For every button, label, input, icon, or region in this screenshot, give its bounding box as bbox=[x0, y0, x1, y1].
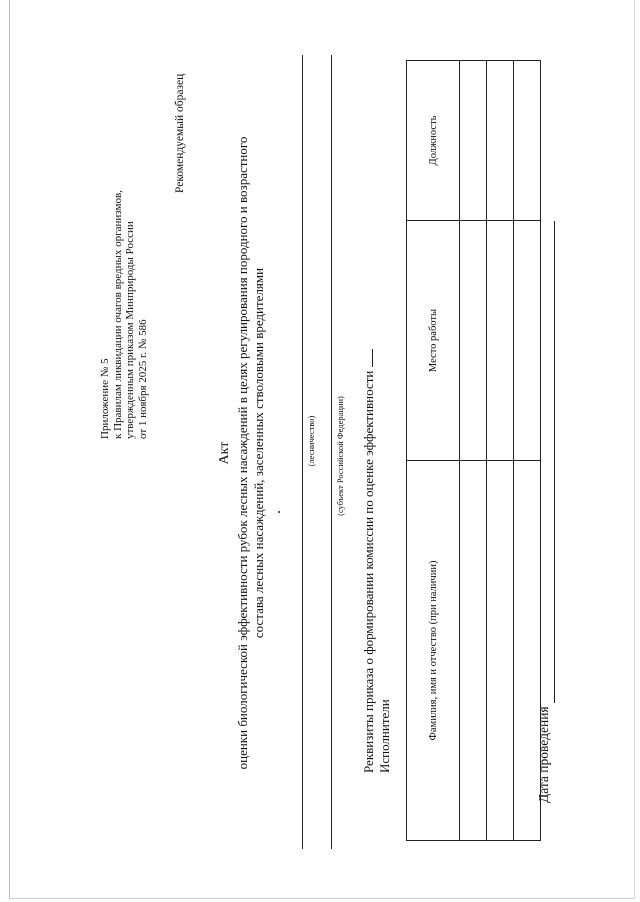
act-subtitle-line-1: оценки биологической эффективности рубок лесных насаждений в целях регулирования породного и возрастного bbox=[235, 136, 250, 770]
forestry-caption: (лесничество) bbox=[306, 415, 316, 467]
table-header-row bbox=[407, 61, 460, 841]
table-cell-workplace[interactable] bbox=[487, 221, 514, 461]
table-cell-position[interactable] bbox=[460, 61, 487, 221]
table-cell-workplace[interactable] bbox=[514, 221, 541, 461]
table-cell-full-name[interactable] bbox=[487, 461, 514, 841]
executors-label: Исполнители bbox=[377, 699, 392, 773]
table-row bbox=[460, 61, 487, 841]
appendix-header bbox=[99, 39, 149, 439]
appendix-approval: утвержденным приказом Минприроды России bbox=[124, 221, 136, 439]
act-subtitle bbox=[235, 13, 266, 893]
column-header-full-name: Фамилия, имя и отчество (при наличии) bbox=[407, 461, 460, 841]
appendix-number: Приложение № 5 bbox=[99, 358, 111, 439]
order-details-row bbox=[361, 349, 377, 773]
column-header-position: Должность bbox=[407, 61, 460, 221]
sample-label: Рекомендуемый образец bbox=[174, 73, 186, 193]
forestry-fill-line bbox=[302, 55, 303, 849]
subject-fill-line bbox=[331, 55, 332, 849]
act-subtitle-line-2: состава лесных насаждений, заселенных стволовыми вредителями bbox=[250, 267, 266, 639]
table-row bbox=[487, 61, 514, 841]
column-header-workplace: Место работы bbox=[407, 221, 460, 461]
appendix-order-date: от 1 ноября 2025 г. № 586 bbox=[136, 319, 149, 439]
subject-caption: (субъект Российской Федерации) bbox=[335, 396, 345, 516]
table-cell-workplace[interactable] bbox=[460, 221, 487, 461]
executors-table bbox=[406, 60, 541, 841]
document-canvas bbox=[9, 13, 629, 893]
table-cell-position[interactable] bbox=[487, 61, 514, 221]
date-fill-line bbox=[554, 221, 555, 703]
order-details-blank bbox=[361, 349, 373, 367]
act-title: Акт bbox=[217, 441, 232, 465]
appendix-rules-reference: к Правилам ликвидации очагов вредных организмов, bbox=[111, 190, 124, 439]
scan-speck bbox=[278, 511, 280, 513]
table-cell-full-name[interactable] bbox=[460, 461, 487, 841]
date-label: Дата проведения bbox=[536, 706, 551, 803]
order-details-label: Реквизиты приказа о формировании комиссии по оценке эффективности bbox=[361, 370, 376, 773]
table-cell-position[interactable] bbox=[514, 61, 541, 221]
